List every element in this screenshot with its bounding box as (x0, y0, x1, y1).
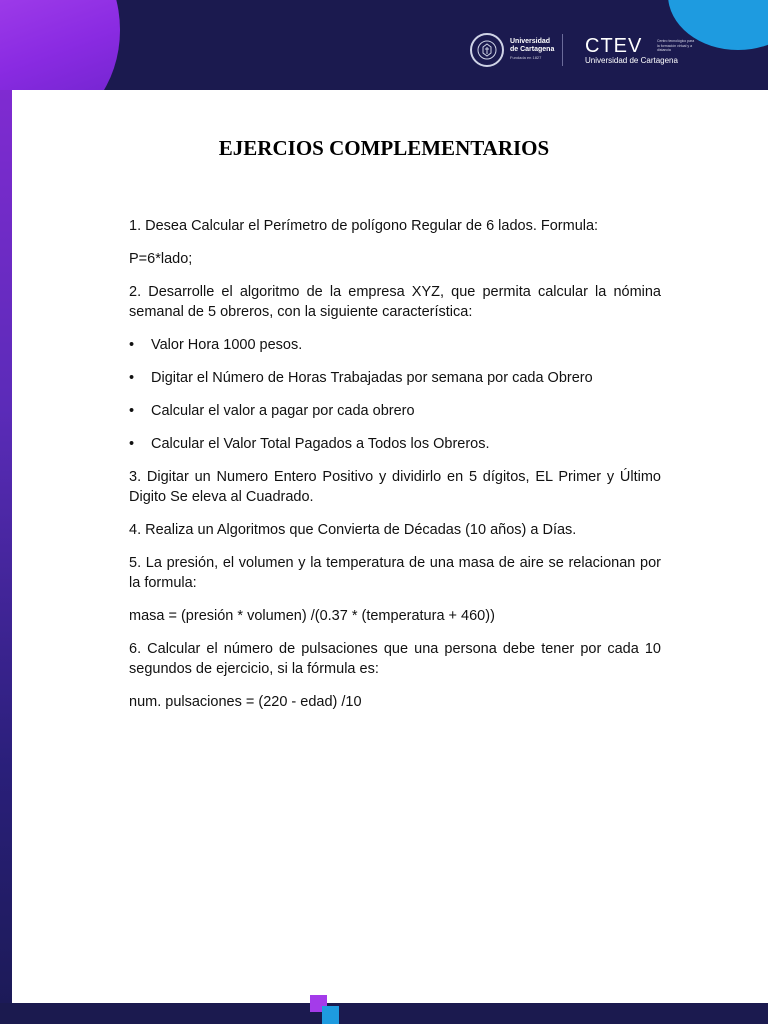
ctev-name: CTEV (585, 35, 643, 57)
bullet-icon: • (129, 436, 135, 452)
exercise-4: 4. Realiza un Algoritmos que Convierta de Décadas (10 años) a Días. (129, 522, 577, 538)
bullet-text: Calcular el valor a pagar por cada obrero (151, 403, 415, 419)
bullet-text: Calcular el Valor Total Pagados a Todos los Obreros. (151, 436, 490, 452)
ctev-logo (585, 35, 695, 66)
bullet-icon: • (129, 337, 135, 353)
exercise-6-formula: num. pulsaciones = (220 - edad) /10 (129, 694, 362, 710)
cyan-decor-square (322, 1006, 339, 1024)
exercise-3: 3. Digitar un Numero Entero Positivo y dividirlo en 5 dígitos, EL Primer y Último Digito Se eleva al Cuadrado. (129, 469, 661, 505)
bullet-icon: • (129, 403, 135, 419)
bullet-icon: • (129, 370, 135, 386)
university-seal-icon (470, 33, 504, 67)
udc-tagline: Fundada en 1827 (510, 55, 542, 60)
page-title: EJERCIOS COMPLEMENTARIOS (218, 136, 550, 160)
list-item (129, 335, 661, 355)
exercise-list (129, 216, 661, 725)
list-item (129, 401, 661, 421)
bullet-text: Valor Hora 1000 pesos. (151, 337, 303, 353)
udc-name-line1: Universidad (510, 38, 551, 45)
universidad-cartagena-logo (470, 30, 554, 70)
list-item (129, 368, 661, 388)
purple-decor-blob (0, 0, 120, 90)
bullet-text: Digitar el Número de Horas Trabajadas por semana por cada Obrero (151, 370, 593, 386)
header-banner (0, 0, 768, 90)
exercise-5-formula: masa = (presión * volumen) /(0.37 * (temperatura + 460)) (129, 608, 495, 624)
exercise-6: 6. Calcular el número de pulsaciones que una persona debe tener por cada 10 segundos de ejercicio, si la fórmula es: (129, 641, 661, 677)
exercise-5: 5. La presión, el volumen y la temperatura de una masa de aire se relacionan por la formula: (129, 555, 661, 591)
exercise-1: 1. Desea Calcular el Perímetro de polígono Regular de 6 lados. Formula: (129, 218, 599, 234)
exercise-1-formula: P=6*lado; (129, 251, 193, 267)
udc-name-line2: de Cartagena (510, 46, 555, 53)
ctev-university: Universidad de Cartagena (585, 56, 678, 65)
logo-divider (562, 34, 563, 66)
ctev-description: Centro tecnológico para la formación virtual y a distancia (657, 39, 695, 52)
list-item (129, 434, 661, 454)
exercise-2: 2. Desarrolle el algoritmo de la empresa XYZ, que permita calcular la nómina semanal de 5 obreros, con la siguiente característica: (129, 284, 661, 320)
footer-bar (0, 1003, 768, 1024)
